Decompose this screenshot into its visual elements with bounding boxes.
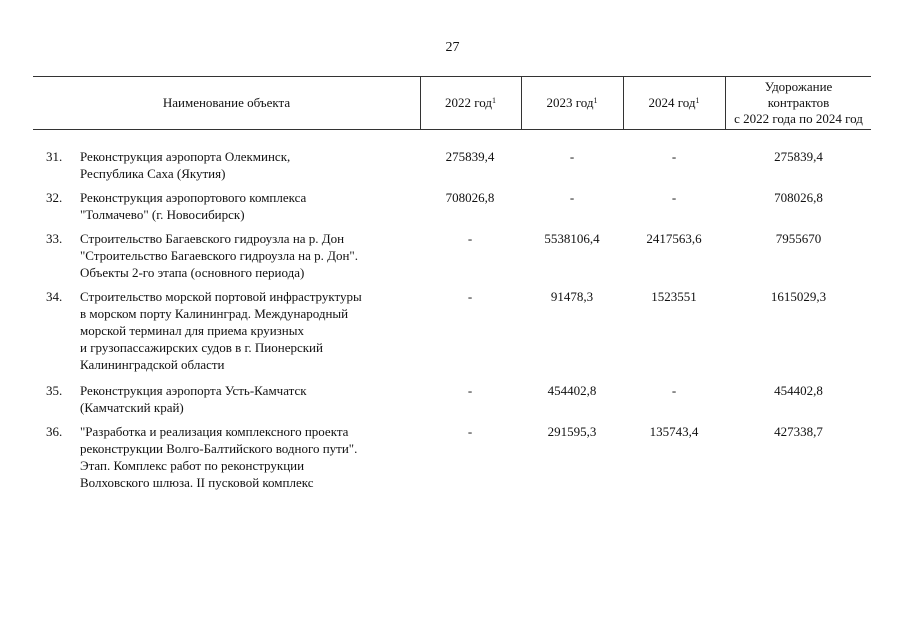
value-2023: - bbox=[569, 149, 575, 164]
header-2022 bbox=[420, 95, 521, 111]
table-top-rule bbox=[33, 76, 871, 77]
object-name: Строительство Багаевского гидроузла на р. Дон "Строительство Багаевского гидроузла на р. Дон". Объекты 2-го этапа (основного периода) bbox=[80, 231, 358, 280]
header-2024-label: 2024 год bbox=[648, 95, 696, 110]
value-increase: 427338,7 bbox=[774, 424, 823, 439]
value-2022: 275839,4 bbox=[445, 149, 495, 164]
value-2024: - bbox=[671, 383, 677, 398]
row-number: 34. bbox=[46, 289, 63, 304]
value-2023: - bbox=[569, 190, 575, 205]
header-name: Наименование объекта bbox=[162, 95, 291, 110]
header-2022-label: 2022 год bbox=[445, 95, 492, 110]
value-increase: 454402,8 bbox=[774, 383, 823, 398]
footnote-mark: 1 bbox=[593, 96, 598, 105]
value-2024: 1523551 bbox=[651, 289, 697, 304]
value-2022: - bbox=[467, 231, 473, 246]
value-increase: 7955670 bbox=[775, 231, 822, 246]
value-increase: 1615029,3 bbox=[770, 289, 827, 304]
footnote-mark: 1 bbox=[695, 96, 700, 105]
header-2023-label: 2023 год bbox=[546, 95, 594, 110]
value-2022: 708026,8 bbox=[445, 190, 495, 205]
object-name: Реконструкция аэропорта Усть-Камчатск (Камчатский край) bbox=[80, 383, 307, 415]
row-number: 32. bbox=[46, 190, 63, 205]
header-2024 bbox=[623, 95, 725, 111]
object-name: Строительство морской портовой инфраструктуры в морском порту Калининград. Международный морской терминал для приема круизных и грузопассажирских судов в г. Пионерский Калининградской области bbox=[80, 289, 362, 372]
row-number: 35. bbox=[46, 383, 63, 398]
value-increase: 708026,8 bbox=[774, 190, 823, 205]
value-2024: 2417563,6 bbox=[646, 231, 702, 246]
value-2024: - bbox=[671, 190, 677, 205]
value-2022: - bbox=[467, 383, 473, 398]
value-increase: 275839,4 bbox=[774, 149, 823, 164]
value-2022: - bbox=[467, 424, 473, 439]
value-2023: 454402,8 bbox=[547, 383, 597, 398]
value-2023: 91478,3 bbox=[550, 289, 594, 304]
object-name: Реконструкция аэропорта Олекминск, Республика Саха (Якутия) bbox=[80, 149, 291, 181]
table-header-bottom-rule bbox=[33, 129, 871, 130]
value-2024: - bbox=[671, 149, 677, 164]
page-number: 27 bbox=[445, 40, 460, 55]
object-name: "Разработка и реализация комплексного проекта реконструкции Волго-Балтийского водного пути". Этап. Комплекс работ по реконструкции Волховского шлюза. II пусковой комплекс bbox=[80, 424, 358, 490]
row-number: 33. bbox=[46, 231, 63, 246]
footnote-mark: 1 bbox=[492, 96, 496, 105]
value-2022: - bbox=[467, 289, 473, 304]
value-2023: 5538106,4 bbox=[544, 231, 600, 246]
value-2024: 135743,4 bbox=[649, 424, 699, 439]
row-number: 31. bbox=[46, 149, 63, 164]
row-number: 36. bbox=[46, 424, 63, 439]
object-name: Реконструкция аэропортового комплекса "Толмачево" (г. Новосибирск) bbox=[80, 190, 307, 222]
value-2023: 291595,3 bbox=[547, 424, 597, 439]
header-2023 bbox=[521, 95, 623, 111]
header-increase: Удорожание контрактов с 2022 года по 2024 год bbox=[734, 79, 863, 126]
